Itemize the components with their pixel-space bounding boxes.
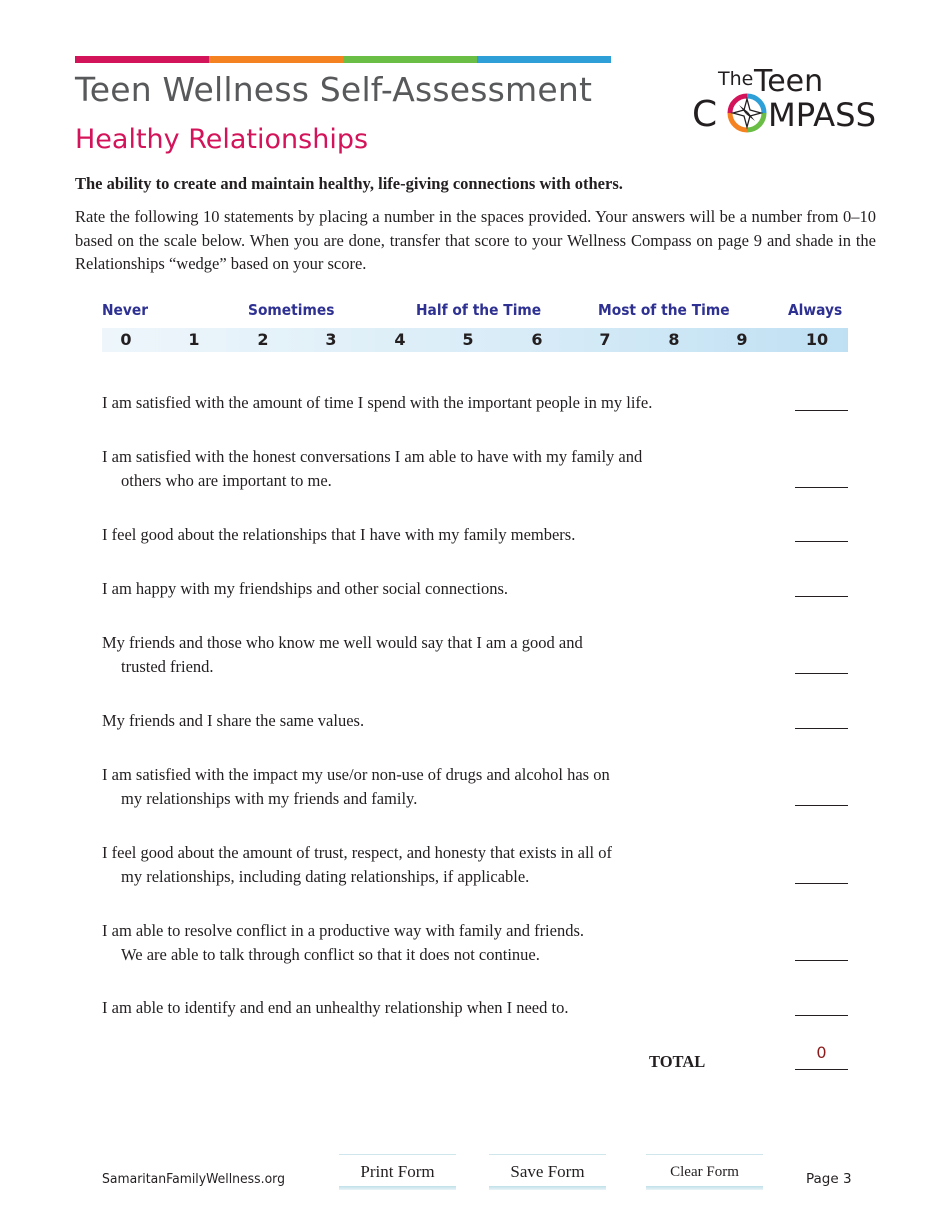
question-8 — [102, 841, 742, 888]
logo-compass-c: C — [692, 94, 718, 135]
answer-field-9[interactable] — [795, 959, 848, 961]
question-text: I feel good about the relationships that I have with my family members. — [102, 525, 576, 544]
question-text-cont: We are able to talk through conflict so that it does not continue. — [121, 944, 540, 964]
answer-field-4[interactable] — [795, 595, 848, 597]
page-number: Page 3 — [806, 1171, 852, 1187]
answer-field-5[interactable] — [795, 672, 848, 674]
scale-number: 1 — [188, 330, 200, 349]
answer-field-1[interactable] — [795, 409, 848, 411]
header-color-bar — [75, 56, 611, 63]
scale-label-always: Always — [788, 301, 843, 319]
scale-number: 3 — [325, 330, 337, 349]
scale-labels — [102, 301, 848, 323]
logo-compass-rest: MPASS — [768, 96, 876, 134]
answer-field-7[interactable] — [795, 804, 848, 806]
question-text-cont: trusted friend. — [121, 656, 214, 676]
question-text: My friends and those who know me well would say that I am a good and — [102, 633, 583, 652]
question-6 — [102, 709, 742, 733]
scale-number: 7 — [599, 330, 611, 349]
question-4 — [102, 577, 742, 601]
scale-label-sometimes: Sometimes — [248, 301, 335, 319]
question-text-cont: my relationships with my friends and family. — [121, 788, 418, 808]
question-text: I am happy with my friendships and other social connections. — [102, 579, 508, 598]
scale-number: 9 — [736, 330, 748, 349]
question-text-cont: others who are important to me. — [121, 470, 332, 490]
scale-label-never: Never — [102, 301, 149, 319]
question-text: I feel good about the amount of trust, respect, and honesty that exists in all of — [102, 843, 613, 862]
answer-field-10[interactable] — [795, 1014, 848, 1016]
color-bar-pink — [75, 56, 209, 63]
question-text-cont: my relationships, including dating relationships, if applicable. — [121, 866, 530, 886]
question-text: I am satisfied with the honest conversations I am able to have with my family and — [102, 447, 643, 466]
scale-label-most: Most of the Time — [598, 301, 730, 319]
footer-website: SamaritanFamilyWellness.org — [102, 1171, 285, 1187]
total-field[interactable]: 0 — [795, 1043, 848, 1070]
answer-field-2[interactable] — [795, 486, 848, 488]
answer-field-3[interactable] — [795, 540, 848, 542]
scale-label-half: Half of the Time — [416, 301, 542, 319]
scale-number: 0 — [120, 330, 132, 349]
color-bar-green — [343, 56, 477, 63]
question-10 — [102, 996, 742, 1020]
section-subtitle: Healthy Relationships — [75, 124, 369, 155]
question-9 — [102, 919, 742, 966]
scale-number: 8 — [668, 330, 680, 349]
question-2 — [102, 445, 742, 492]
page-title: Teen Wellness Self-Assessment — [75, 70, 593, 109]
question-text: I am able to resolve conflict in a productive way with family and friends. — [102, 921, 585, 940]
answer-field-8[interactable] — [795, 882, 848, 884]
clear-form-button[interactable]: Clear Form — [646, 1154, 763, 1190]
scale-number: 2 — [257, 330, 269, 349]
color-bar-orange — [209, 56, 343, 63]
compass-rose-icon — [730, 96, 764, 130]
question-7 — [102, 763, 742, 810]
instructions: Rate the following 10 statements by placing a number in the spaces provided. Your answers will be a number from 0–10 based on the scale below. When you are done, transfer that score to your Wellness Compass on page 9 and shade in the Relationships “wedge” based on your score. — [75, 207, 876, 273]
rating-scale-bar — [102, 328, 848, 352]
question-1 — [102, 391, 742, 415]
question-3 — [102, 523, 742, 547]
scale-number: 10 — [805, 330, 829, 349]
total-label: TOTAL — [649, 1052, 706, 1071]
scale-number: 5 — [462, 330, 474, 349]
logo-teen: Teen — [754, 64, 824, 99]
teen-compass-logo — [690, 58, 880, 138]
scale-number: 6 — [531, 330, 543, 349]
question-text: I am satisfied with the amount of time I spend with the important people in my life. — [102, 393, 653, 412]
question-5 — [102, 631, 742, 678]
logo-the: The — [718, 68, 754, 90]
save-form-button[interactable]: Save Form — [489, 1154, 606, 1190]
scale-number: 4 — [394, 330, 406, 349]
question-text: My friends and I share the same values. — [102, 711, 365, 730]
question-text: I am satisfied with the impact my use/or non-use of drugs and alcohol has on — [102, 765, 610, 784]
question-text: I am able to identify and end an unhealthy relationship when I need to. — [102, 998, 569, 1017]
color-bar-blue — [477, 56, 611, 63]
print-form-button[interactable]: Print Form — [339, 1154, 456, 1190]
answer-field-6[interactable] — [795, 727, 848, 729]
lead-statement: The ability to create and maintain healthy, life-giving connections with others. — [75, 174, 623, 193]
